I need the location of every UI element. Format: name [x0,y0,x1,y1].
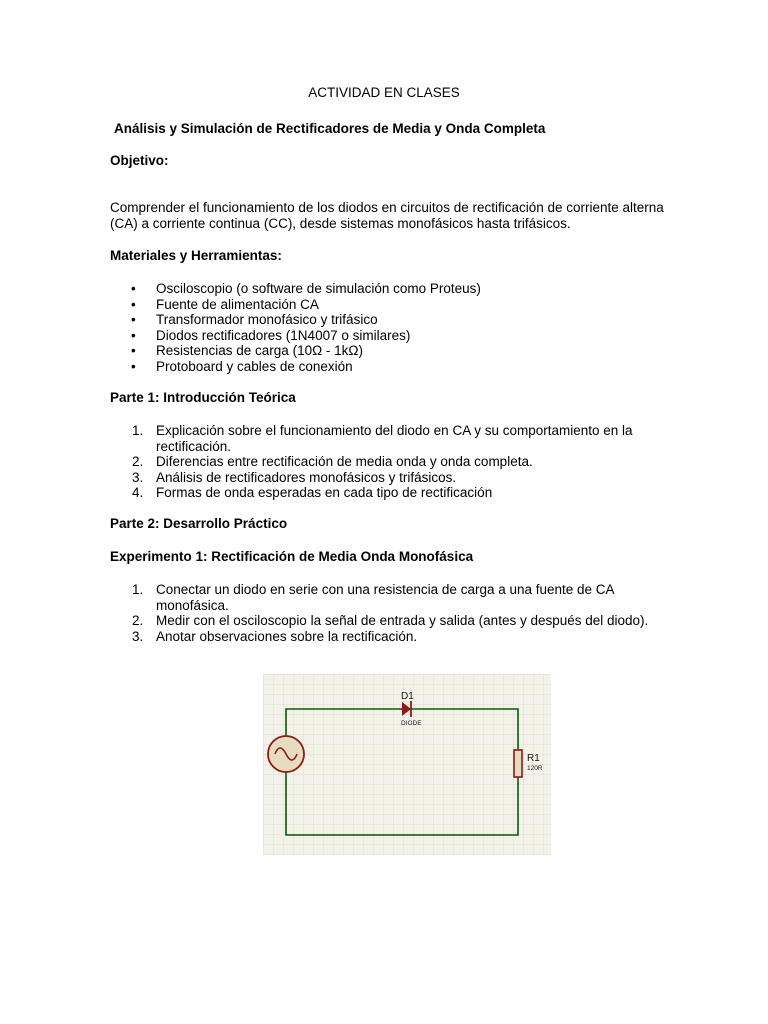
list-item: • Fuente de alimentación CA [110,297,670,313]
resistor-ref-label: R1 [527,753,540,764]
diode-value-label: DIODE [401,720,422,727]
objective-text: Comprender el funcionamiento de los diodos en circuitos de rectificación de corriente alterna (CA) a corriente continua (CC), desde sistemas monofásicos hasta trifásicos. [110,200,664,231]
list-number: 3. [132,628,144,644]
list-item [110,470,670,486]
list-item-text: Formas de onda esperadas en cada tipo de rectificación [156,485,493,501]
list-item-text: Análisis de rectificadores monofásicos y trifásicos. [156,469,457,485]
diode-ref-label: D1 [401,691,414,702]
list-number: 1. [132,582,144,597]
exp1-heading: Experimento 1: Rectificación de Media Onda Monofásica [110,549,474,564]
list-item [110,423,670,454]
objective-heading: Objetivo: [110,153,169,168]
list-item: • Osciloscopio (o software de simulación como Proteus) [110,281,670,297]
list-item-text: Conectar un diodo en serie con una resistencia de carga a una fuente de CA monofásica. [156,582,614,613]
list-number: 2. [132,454,144,470]
list-item: • Resistencias de carga (10Ω - 1kΩ) [110,343,670,359]
exp1-list [110,582,670,644]
list-item [110,582,670,613]
list-number: 2. [132,613,144,629]
ac-source-icon [268,736,304,772]
document-subtitle: Análisis y Simulación de Rectificadores de Media y Onda Completa [114,121,546,136]
part1-heading: Parte 1: Introducción Teórica [110,390,296,405]
list-item: • Protoboard y cables de conexión [110,359,670,375]
resistor-value-label: 120R [527,765,543,772]
list-item-text: Anotar observaciones sobre la rectificación. [156,628,418,644]
list-item [110,629,670,645]
circuit-svg [263,674,551,855]
materials-heading: Materiales y Herramientas: [110,248,282,263]
document-title: ACTIVIDAD EN CLASES [308,85,460,100]
list-number: 4. [132,485,144,501]
part2-heading: Parte 2: Desarrollo Práctico [110,516,288,531]
list-item: • Transformador monofásico y trifásico [110,312,670,328]
list-item [110,485,670,501]
circuit-schematic [263,674,551,855]
list-number: 1. [132,423,144,438]
list-item-text: Explicación sobre el funcionamiento del diodo en CA y su comportamiento en la rectificación. [156,423,633,454]
list-item-text: Medir con el osciloscopio la señal de entrada y salida (antes y después del diodo). [156,613,649,629]
materials-list [110,281,670,375]
resistor-icon [514,750,522,777]
list-number: 3. [132,469,144,485]
list-item-text: Diferencias entre rectificación de media onda y onda completa. [156,454,533,470]
list-item: • Diodos rectificadores (1N4007 o similares) [110,328,670,344]
list-item [110,613,670,629]
list-item [110,454,670,470]
part1-list [110,423,670,501]
